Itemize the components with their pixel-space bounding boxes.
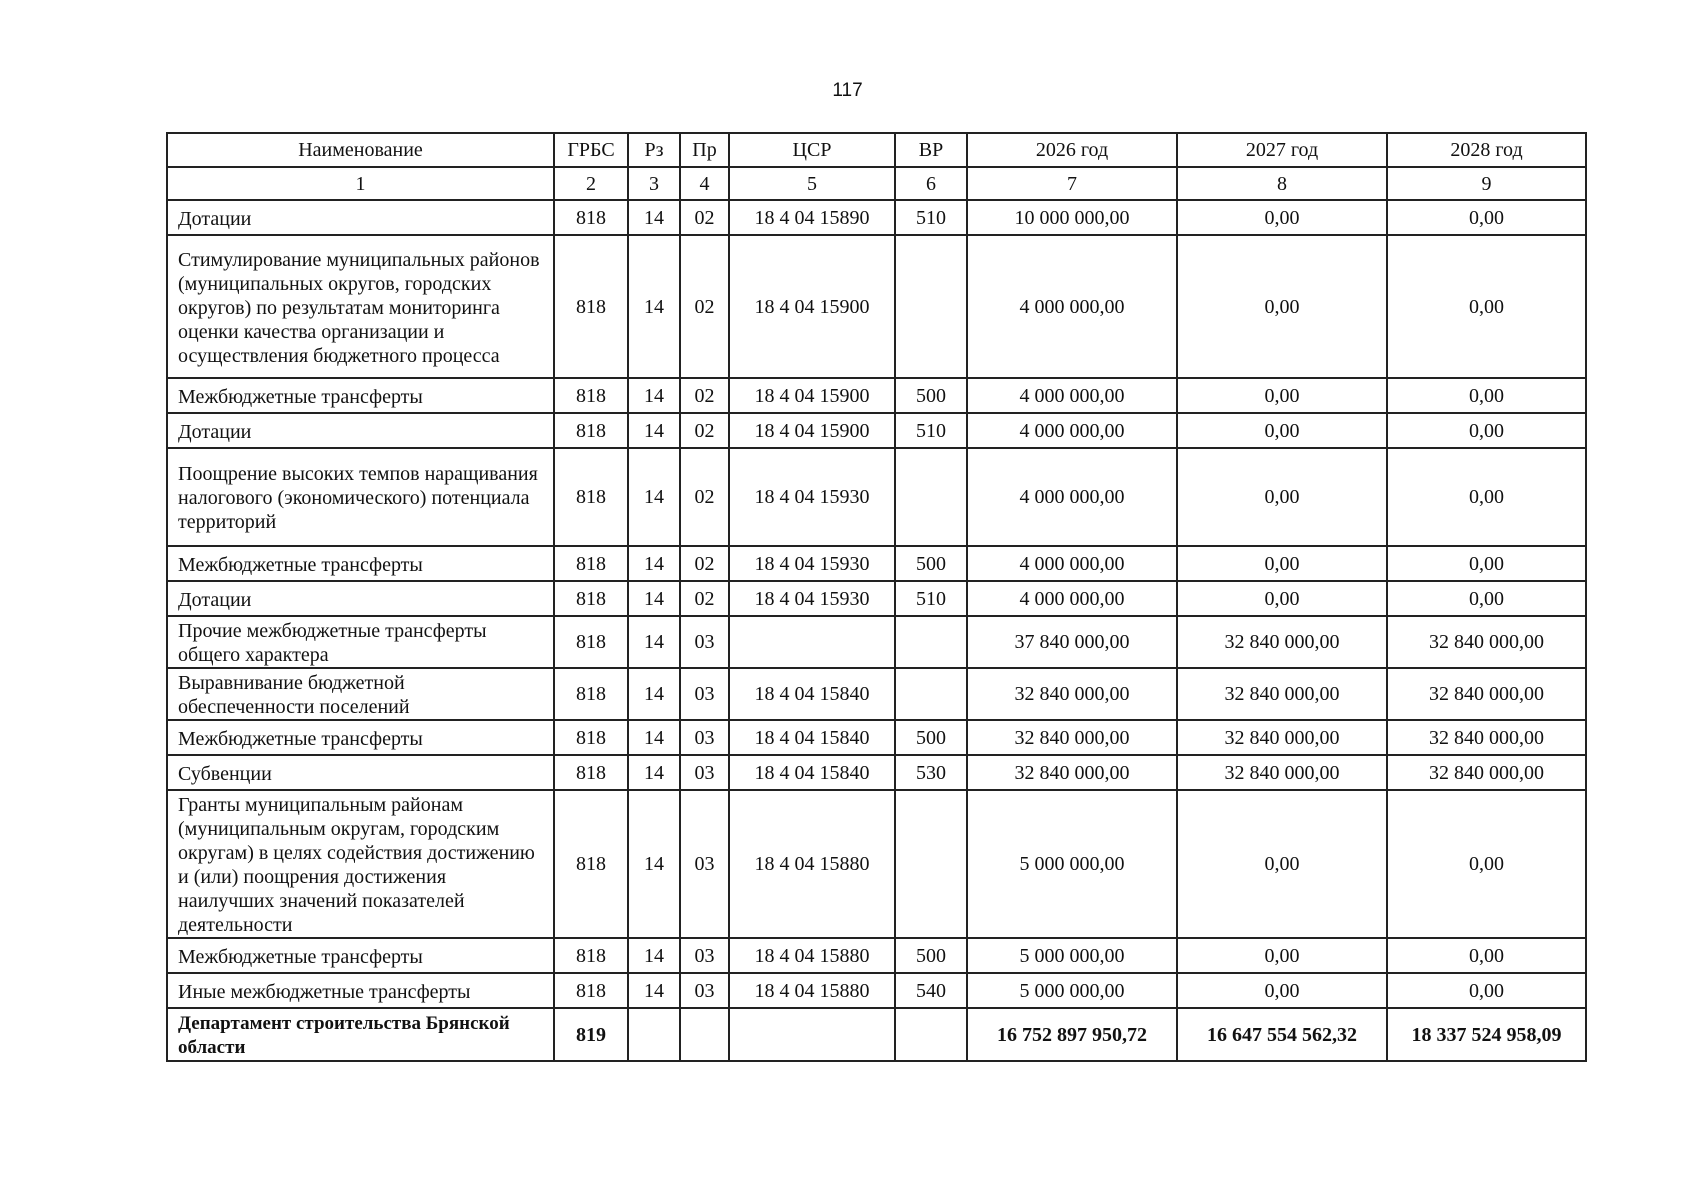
cell-2027: 0,00 (1177, 973, 1387, 1008)
budget-table (166, 132, 1587, 1062)
cell-name: Выравнивание бюджетной обеспеченности поселений (167, 668, 554, 720)
cell-pr: 03 (680, 938, 729, 973)
table-row (167, 668, 1586, 720)
column-number: 6 (895, 167, 967, 200)
cell-2028: 0,00 (1387, 378, 1586, 413)
cell-name: Дотации (167, 200, 554, 235)
cell-2027: 0,00 (1177, 413, 1387, 448)
cell-2028: 0,00 (1387, 973, 1586, 1008)
column-number-row (167, 167, 1586, 200)
cell-name: Поощрение высоких темпов наращивания налогового (экономического) потенциала территорий (167, 448, 554, 546)
cell-vr (895, 448, 967, 546)
cell-2028: 32 840 000,00 (1387, 755, 1586, 790)
cell-grbs: 818 (554, 546, 628, 581)
cell-grbs: 818 (554, 413, 628, 448)
cell-grbs: 819 (554, 1008, 628, 1061)
cell-csr: 18 4 04 15840 (729, 720, 895, 755)
table-row (167, 720, 1586, 755)
cell-name: Межбюджетные трансферты (167, 546, 554, 581)
cell-csr: 18 4 04 15880 (729, 790, 895, 938)
cell-name: Субвенции (167, 755, 554, 790)
header-2026: 2026 год (967, 133, 1177, 167)
cell-grbs: 818 (554, 668, 628, 720)
cell-2026: 32 840 000,00 (967, 720, 1177, 755)
cell-vr: 510 (895, 413, 967, 448)
cell-vr (895, 235, 967, 378)
cell-pr: 02 (680, 413, 729, 448)
cell-rz: 14 (628, 938, 680, 973)
cell-rz: 14 (628, 448, 680, 546)
cell-name: Межбюджетные трансферты (167, 720, 554, 755)
cell-vr: 510 (895, 581, 967, 616)
column-number: 2 (554, 167, 628, 200)
cell-2026: 5 000 000,00 (967, 973, 1177, 1008)
cell-2027: 0,00 (1177, 938, 1387, 973)
cell-csr: 18 4 04 15900 (729, 413, 895, 448)
cell-pr: 02 (680, 448, 729, 546)
cell-csr: 18 4 04 15930 (729, 546, 895, 581)
table-row (167, 546, 1586, 581)
cell-2026: 32 840 000,00 (967, 755, 1177, 790)
cell-name: Дотации (167, 413, 554, 448)
cell-2028: 0,00 (1387, 546, 1586, 581)
cell-2027: 32 840 000,00 (1177, 755, 1387, 790)
cell-pr: 03 (680, 720, 729, 755)
cell-vr: 500 (895, 378, 967, 413)
table-row (167, 973, 1586, 1008)
header-2027: 2027 год (1177, 133, 1387, 167)
cell-name: Иные межбюджетные трансферты (167, 973, 554, 1008)
column-number: 1 (167, 167, 554, 200)
header-row (167, 133, 1586, 167)
page-number: 117 (832, 80, 863, 101)
cell-grbs: 818 (554, 755, 628, 790)
cell-grbs: 818 (554, 973, 628, 1008)
cell-2028: 0,00 (1387, 413, 1586, 448)
cell-csr: 18 4 04 15930 (729, 581, 895, 616)
cell-vr (895, 1008, 967, 1061)
cell-2027: 32 840 000,00 (1177, 616, 1387, 668)
cell-rz: 14 (628, 720, 680, 755)
cell-2027: 0,00 (1177, 790, 1387, 938)
cell-vr: 500 (895, 720, 967, 755)
cell-csr: 18 4 04 15930 (729, 448, 895, 546)
cell-rz: 14 (628, 790, 680, 938)
cell-pr: 03 (680, 755, 729, 790)
header-grbs: ГРБС (554, 133, 628, 167)
cell-rz: 14 (628, 755, 680, 790)
cell-pr (680, 1008, 729, 1061)
cell-vr (895, 616, 967, 668)
cell-name: Межбюджетные трансферты (167, 378, 554, 413)
table-row (167, 413, 1586, 448)
cell-rz: 14 (628, 378, 680, 413)
cell-csr: 18 4 04 15880 (729, 938, 895, 973)
cell-pr: 02 (680, 581, 729, 616)
header-vr: ВР (895, 133, 967, 167)
cell-2028: 0,00 (1387, 938, 1586, 973)
header-rz: Рз (628, 133, 680, 167)
cell-2027: 0,00 (1177, 581, 1387, 616)
cell-pr: 02 (680, 378, 729, 413)
table-row (167, 448, 1586, 546)
cell-name: Межбюджетные трансферты (167, 938, 554, 973)
table-total-row (167, 1008, 1586, 1061)
cell-rz: 14 (628, 413, 680, 448)
cell-csr: 18 4 04 15840 (729, 668, 895, 720)
column-number: 9 (1387, 167, 1586, 200)
cell-vr: 500 (895, 938, 967, 973)
cell-2026: 16 752 897 950,72 (967, 1008, 1177, 1061)
cell-2027: 0,00 (1177, 235, 1387, 378)
cell-2027: 16 647 554 562,32 (1177, 1008, 1387, 1061)
cell-pr: 02 (680, 235, 729, 378)
cell-rz: 14 (628, 973, 680, 1008)
cell-2026: 4 000 000,00 (967, 581, 1177, 616)
table-row (167, 378, 1586, 413)
table-row (167, 616, 1586, 668)
cell-grbs: 818 (554, 200, 628, 235)
header-pr: Пр (680, 133, 729, 167)
cell-2026: 5 000 000,00 (967, 938, 1177, 973)
cell-name: Департамент строительства Брянской области (167, 1008, 554, 1061)
cell-name: Дотации (167, 581, 554, 616)
cell-pr: 02 (680, 546, 729, 581)
cell-pr: 03 (680, 973, 729, 1008)
cell-2026: 4 000 000,00 (967, 235, 1177, 378)
cell-rz: 14 (628, 616, 680, 668)
column-number: 3 (628, 167, 680, 200)
cell-2026: 37 840 000,00 (967, 616, 1177, 668)
cell-rz: 14 (628, 235, 680, 378)
cell-2026: 10 000 000,00 (967, 200, 1177, 235)
cell-grbs: 818 (554, 581, 628, 616)
cell-grbs: 818 (554, 448, 628, 546)
cell-pr: 03 (680, 790, 729, 938)
cell-name: Стимулирование муниципальных районов (муниципальных округов, городских округов) по результатам мониторинга оценки качества организации и осуществления бюджетного процесса (167, 235, 554, 378)
cell-csr: 18 4 04 15900 (729, 378, 895, 413)
cell-rz: 14 (628, 668, 680, 720)
table-row (167, 755, 1586, 790)
cell-2028: 32 840 000,00 (1387, 668, 1586, 720)
table-row (167, 938, 1586, 973)
cell-2028: 0,00 (1387, 200, 1586, 235)
cell-csr (729, 616, 895, 668)
cell-rz: 14 (628, 581, 680, 616)
cell-grbs: 818 (554, 378, 628, 413)
cell-name: Прочие межбюджетные трансферты общего характера (167, 616, 554, 668)
table-row (167, 790, 1586, 938)
cell-2027: 0,00 (1177, 378, 1387, 413)
cell-grbs: 818 (554, 790, 628, 938)
cell-vr (895, 790, 967, 938)
cell-2028: 0,00 (1387, 448, 1586, 546)
cell-csr: 18 4 04 15840 (729, 755, 895, 790)
cell-rz (628, 1008, 680, 1061)
cell-2028: 32 840 000,00 (1387, 720, 1586, 755)
column-number: 4 (680, 167, 729, 200)
cell-2027: 32 840 000,00 (1177, 668, 1387, 720)
table-body (167, 200, 1586, 1061)
cell-2026: 4 000 000,00 (967, 378, 1177, 413)
cell-pr: 03 (680, 616, 729, 668)
cell-grbs: 818 (554, 235, 628, 378)
cell-2028: 18 337 524 958,09 (1387, 1008, 1586, 1061)
cell-2027: 0,00 (1177, 200, 1387, 235)
cell-2027: 0,00 (1177, 546, 1387, 581)
table-row (167, 581, 1586, 616)
cell-rz: 14 (628, 200, 680, 235)
header-2028: 2028 год (1387, 133, 1586, 167)
column-number: 7 (967, 167, 1177, 200)
table-row (167, 200, 1586, 235)
header-csr: ЦСР (729, 133, 895, 167)
cell-grbs: 818 (554, 720, 628, 755)
cell-grbs: 818 (554, 616, 628, 668)
cell-2028: 32 840 000,00 (1387, 616, 1586, 668)
cell-csr: 18 4 04 15890 (729, 200, 895, 235)
cell-2026: 5 000 000,00 (967, 790, 1177, 938)
column-number: 5 (729, 167, 895, 200)
cell-name: Гранты муниципальным районам (муниципальным округам, городским округам) в целях содействия достижению и (или) поощрения достижения наилучших значений показателей деятельности (167, 790, 554, 938)
cell-csr: 18 4 04 15880 (729, 973, 895, 1008)
table-row (167, 235, 1586, 378)
cell-2028: 0,00 (1387, 790, 1586, 938)
cell-pr: 02 (680, 200, 729, 235)
cell-vr: 530 (895, 755, 967, 790)
column-number: 8 (1177, 167, 1387, 200)
header-name: Наименование (167, 133, 554, 167)
cell-2028: 0,00 (1387, 581, 1586, 616)
cell-2026: 32 840 000,00 (967, 668, 1177, 720)
cell-vr: 540 (895, 973, 967, 1008)
cell-2026: 4 000 000,00 (967, 546, 1177, 581)
cell-csr (729, 1008, 895, 1061)
cell-vr (895, 668, 967, 720)
cell-grbs: 818 (554, 938, 628, 973)
cell-2028: 0,00 (1387, 235, 1586, 378)
cell-2026: 4 000 000,00 (967, 448, 1177, 546)
cell-vr: 500 (895, 546, 967, 581)
cell-2027: 0,00 (1177, 448, 1387, 546)
cell-pr: 03 (680, 668, 729, 720)
cell-2027: 32 840 000,00 (1177, 720, 1387, 755)
cell-csr: 18 4 04 15900 (729, 235, 895, 378)
cell-2026: 4 000 000,00 (967, 413, 1177, 448)
cell-vr: 510 (895, 200, 967, 235)
cell-rz: 14 (628, 546, 680, 581)
